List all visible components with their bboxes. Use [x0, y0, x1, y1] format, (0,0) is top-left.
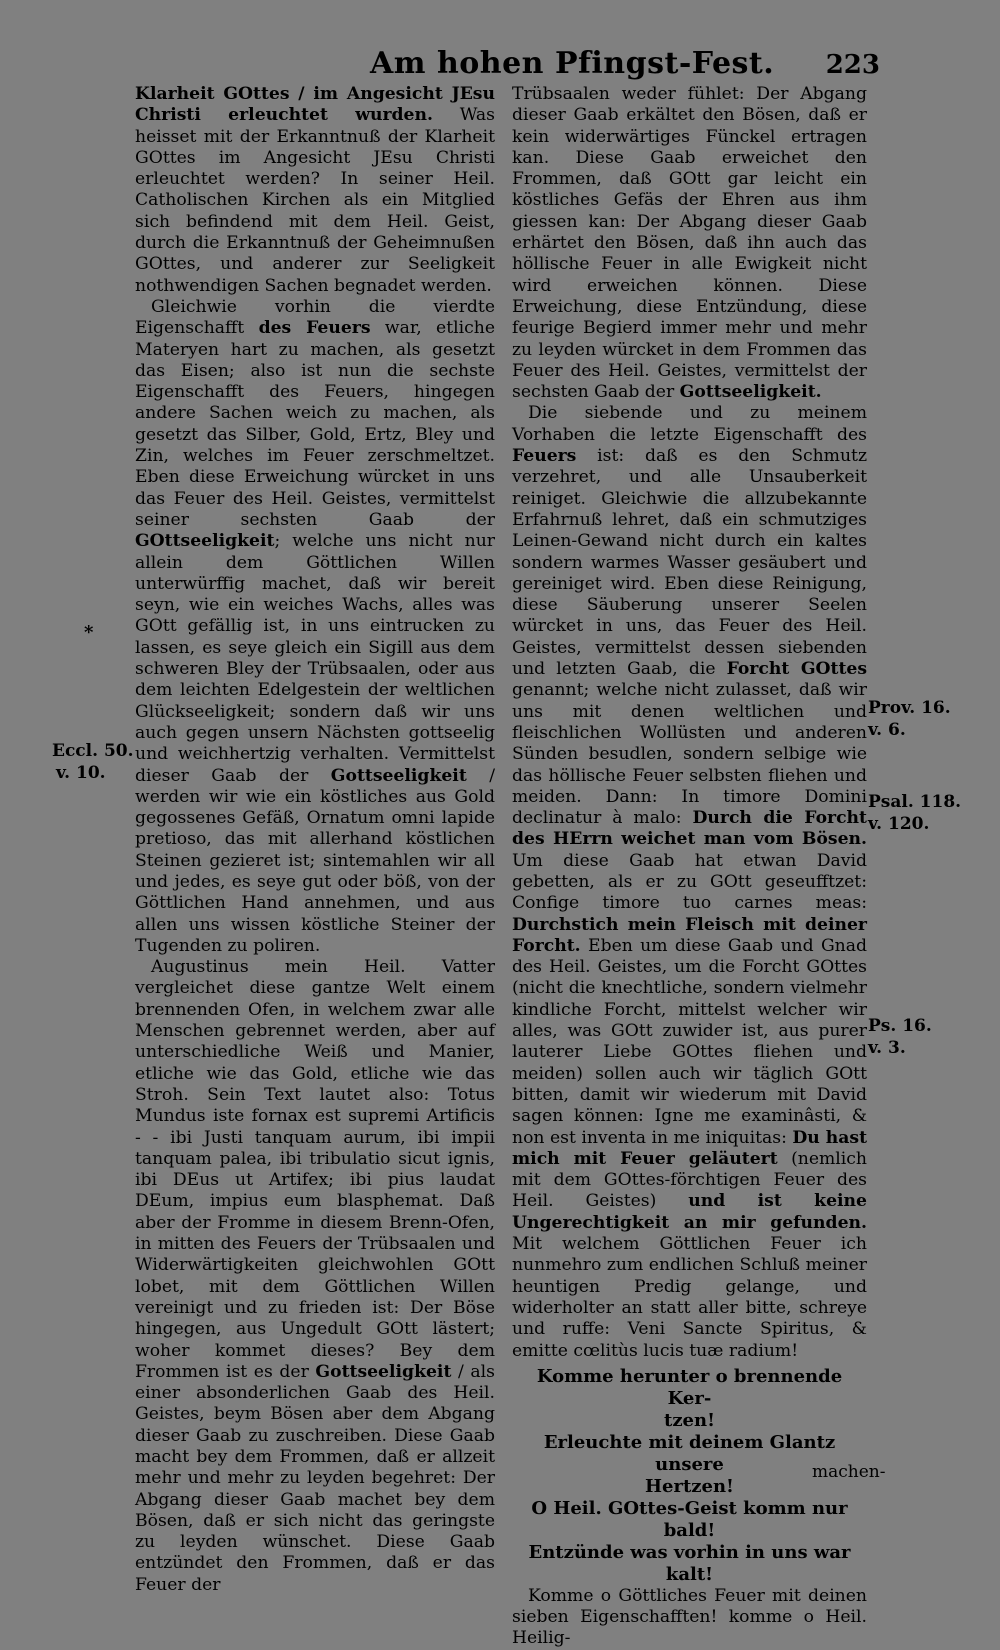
margin-note-ps: Ps. 16. — [868, 1016, 932, 1036]
prayer-line: Erleuchte mit deinem Glantz unsere — [543, 1431, 836, 1475]
paragraph — [135, 957, 495, 1596]
prayer-line-continuation: Hertzen! — [645, 1475, 734, 1497]
prayer-line-continuation: kalt! — [665, 1563, 714, 1585]
margin-asterisk: * — [84, 622, 94, 643]
right-column — [512, 84, 867, 1650]
bold-phrase: Gottseeligkeit — [315, 1361, 452, 1382]
catchword: machen- — [812, 1462, 886, 1482]
text-run: Was heisset mit der Erkanntnuß der Klarheit GOttes im Angesicht JEsu Christi erleuchtet werden? In seiner Heil. Catholischen Kirchen als ein Mitglied sich befindend mit dem Heil. Geist, durch die Erkanntnuß der Geheimnußen GOttes, und anderer zur Seeligkeit nothwendigen Sachen begnadet werden. — [135, 105, 495, 296]
bold-phrase: Du hast mich mit Feuer geläutert — [512, 1127, 868, 1169]
text-run: / als einer absonderlichen Gaab des Heil. Geistes, beym Bösen aber dem Abgang dieser Gaab zu zuschreiben. Diese Gaab macht bey dem Frommen, daß er allzeit mehr und mehr zu leyden begehret: Der Abgang dieser Gaab machet bey dem Bösen, daß er sich nicht das geringste zu leyden wünschet. Diese Gaab entzündet den Frommen, daß er das Feuer der — [135, 1361, 495, 1595]
margin-note-prov: Prov. 16. — [868, 698, 951, 718]
margin-note-ps-verse: v. 3. — [868, 1038, 906, 1058]
text-run: Augustinus mein Heil. Vatter vergleichet diese gantze Welt einem brennenden Ofen, in welchem zwar alle Menschen gebrennet werden, aber auf unterschiedliche Weiß und Manier, etliche wie das Gold, etliche wie das Stroh. Sein Text lautet also: Totus Mundus iste fornax est supremi Artificis - - ibi Justi tanquam aurum, ibi impii tanquam palea, ibi tribulatio sicut ignis, ibi DEus ut Artifex; ibi pius laudat DEum, impius eum blasphemat. Daß aber der Fromme in diesem Brenn-Ofen, in mitten des Feuers der Trübsaalen und Widerwärtigkeiten gleichwohlen GOtt lobet, mit dem Göttlichen Willen vereinigt und zu frieden ist: Der Böse hingegen, aus Ungedult GOtt lästert; woher kommet dieses? Bey dem Frommen ist es der — [135, 957, 495, 1382]
bold-phrase: Gottseeligkeit — [330, 765, 467, 786]
margin-note-psal: Psal. 118. — [868, 792, 962, 812]
margin-note-eccl: Eccl. 50. — [52, 741, 134, 761]
prayer-line: O Heil. GOttes-Geist komm nur — [531, 1497, 848, 1519]
text-run: Eben um diese Gaab und Gnad des Heil. Geistes, um die Forcht GOttes (nicht die knechtliche, sondern vielmehr kindliche Forcht, mittelst welcher wir alles, was GOtt zuwider ist, aus purer lauterer Liebe GOttes fliehen und meiden) sollen auch wir täglich GOtt bitten, damit wir wiederum mit David sagen können: Igne me examinâsti, & non est inventa in me iniquitas: — [512, 935, 867, 1148]
bold-phrase: des Feuers — [258, 318, 371, 339]
prayer-line: Entzünde was vorhin in uns war — [528, 1541, 851, 1563]
margin-note-psal-verse: v. 120. — [868, 814, 930, 834]
bold-phrase: Durchstich mein Fleisch mit deiner Forcht. — [512, 914, 867, 956]
text-run: Trübsaalen weder fühlet: Der Abgang dieser Gaab erkältet den Bösen, daß er kein widerwärtiges Fünckel ertragen kan. Diese Gaab erweichet den Frommen, daß GOtt gar leicht ein köstliches Gefäs der Ehren aus ihm giessen kan: Der Abgang dieser Gaab erhärtet den Bösen, daß ihn auch das höllische Feuer in alle Ewigkeit nicht wird erweichen können. Diese Erweichung, diese Entzündung, diese feurige Begierd immer mehr und mehr zu leyden würcket in dem Frommen das Feuer des Heil. Geistes, vermittelst der sechsten Gaab der — [512, 84, 867, 403]
paragraph — [512, 84, 867, 403]
paragraph — [135, 84, 495, 297]
prayer-line-continuation: bald! — [663, 1519, 716, 1541]
prayer-line: Komme herunter o brennende Ker- — [536, 1365, 843, 1409]
bold-phrase: Forcht GOttes — [726, 659, 867, 680]
text-run: ist: daß es den Schmutz verzehret, und alle Unsauberkeit reiniget. Gleichwie die allzubekannte Erfahrnuß lehret, daß ein schmutziges Leinen-Gewand nicht durch ein kaltes sondern warmes Wasser gesäubert und gereiniget wird. Eben diese Reinigung, diese Säuberung unserer Seelen würcket in uns, das Feuer des Heil. Geistes, vermittelst dessen siebenden und letzten Gaab, die — [512, 446, 868, 680]
text-run: (nemlich mit dem GOttes-förchtigen Feuer des Heil. Geistes) — [512, 1148, 867, 1212]
text-run: genannt; welche nicht zulasset, daß wir uns mit denen weltlichen und fleischlichen Wollüsten und anderen Sünden besudlen, sondern selbige wie das höllische Feuer selbsten fliehen und meiden. Dann: In timore Domini declinatur à malo: — [512, 680, 867, 829]
text-run: Mit welchem Göttlichen Feuer ich nunmehro zum endlichen Schluß meiner heuntigen Predig gelange, und widerholter an statt aller bitte, schreye und ruffe: Veni Sancte Spiritus, & emitte cœlitùs lucis tuæ radium! — [512, 1234, 867, 1361]
bold-phrase: Feuers — [512, 446, 577, 467]
text-run: / werden wir wie ein köstliches aus Gold gegossenes Gefäß, Ornatum omni lapide pretioso, das mit allerhand köstlichen Steinen gezieret ist; sintemahlen wir all und jedes, es seye gut oder böß, von der Göttlichen Hand annehmen, und aus allen uns wissen köstliche Steiner der Tugenden zu poliren. — [135, 765, 495, 956]
text-run: Gleichwie vorhin die vierdte Eigenschafft — [135, 296, 495, 339]
margin-note-prov-verse: v. 6. — [868, 720, 906, 740]
text-run: Die siebende und zu meinem Vorhaben die letzte Eigenschafft des — [512, 403, 867, 445]
page-number: 223 — [825, 50, 880, 80]
bold-phrase: und ist keine Ungerechtigkeit an mir gefunden. — [512, 1191, 867, 1233]
paragraph — [512, 403, 867, 1361]
left-column — [135, 84, 495, 1596]
text-run: ; welche uns nicht nur allein dem Göttlichen Willen unterwürffig machet, daß wir bereit seyn, wie ein weiches Wachs, alles was GOtt gefällig ist, in uns eintrucken zu lassen, es seye gleich ein Sigill aus dem schweren Bley der Trübsaalen, oder aus dem leichten Edelgestein der weltlichen Glückseeligkeit; sondern daß wir uns auch gegen unsern Nächsten gottseelig und weichhertzig verhalten. Vermittelst dieser Gaab der — [135, 531, 495, 786]
bold-phrase: GOttseeligkeit — [135, 531, 275, 552]
margin-note-eccl-verse: v. 10. — [56, 763, 106, 783]
closing-paragraph: Komme o Göttliches Feuer mit deinen sieben Eigenschafften! komme o Heil. Heilig- — [512, 1585, 867, 1649]
bold-phrase: Durch die Forcht des HErrn weichet man vom Bösen. — [512, 808, 867, 850]
bold-phrase: Klarheit GOttes / im Angesicht JEsu Christi erleuchtet wurden. — [135, 84, 495, 126]
text-run: war, etliche Materyen hart zu machen, als gesetzt das Eisen; also ist nun die sechste Eigenschafft des Feuers, hingegen andere Sachen weich zu machen, als gesetzt das Silber, Gold, Ertz, Bley und Zin, welches im Feuer zerschmeltzet. Eben diese Erweichung würcket in uns das Feuer des Heil. Geistes, vermittelst seiner sechsten Gaab der — [135, 318, 495, 530]
running-title: Am hohen Pfingst-Fest. — [370, 46, 775, 81]
prayer-line-continuation: tzen! — [664, 1409, 715, 1431]
bold-phrase: Gottseeligkeit. — [679, 382, 822, 403]
text-run: Um diese Gaab hat etwan David gebetten, als er zu GOtt geseufftzet: Confige timore tuo carnes meas: — [512, 850, 867, 914]
page-header — [360, 46, 880, 86]
paragraph — [135, 297, 495, 957]
